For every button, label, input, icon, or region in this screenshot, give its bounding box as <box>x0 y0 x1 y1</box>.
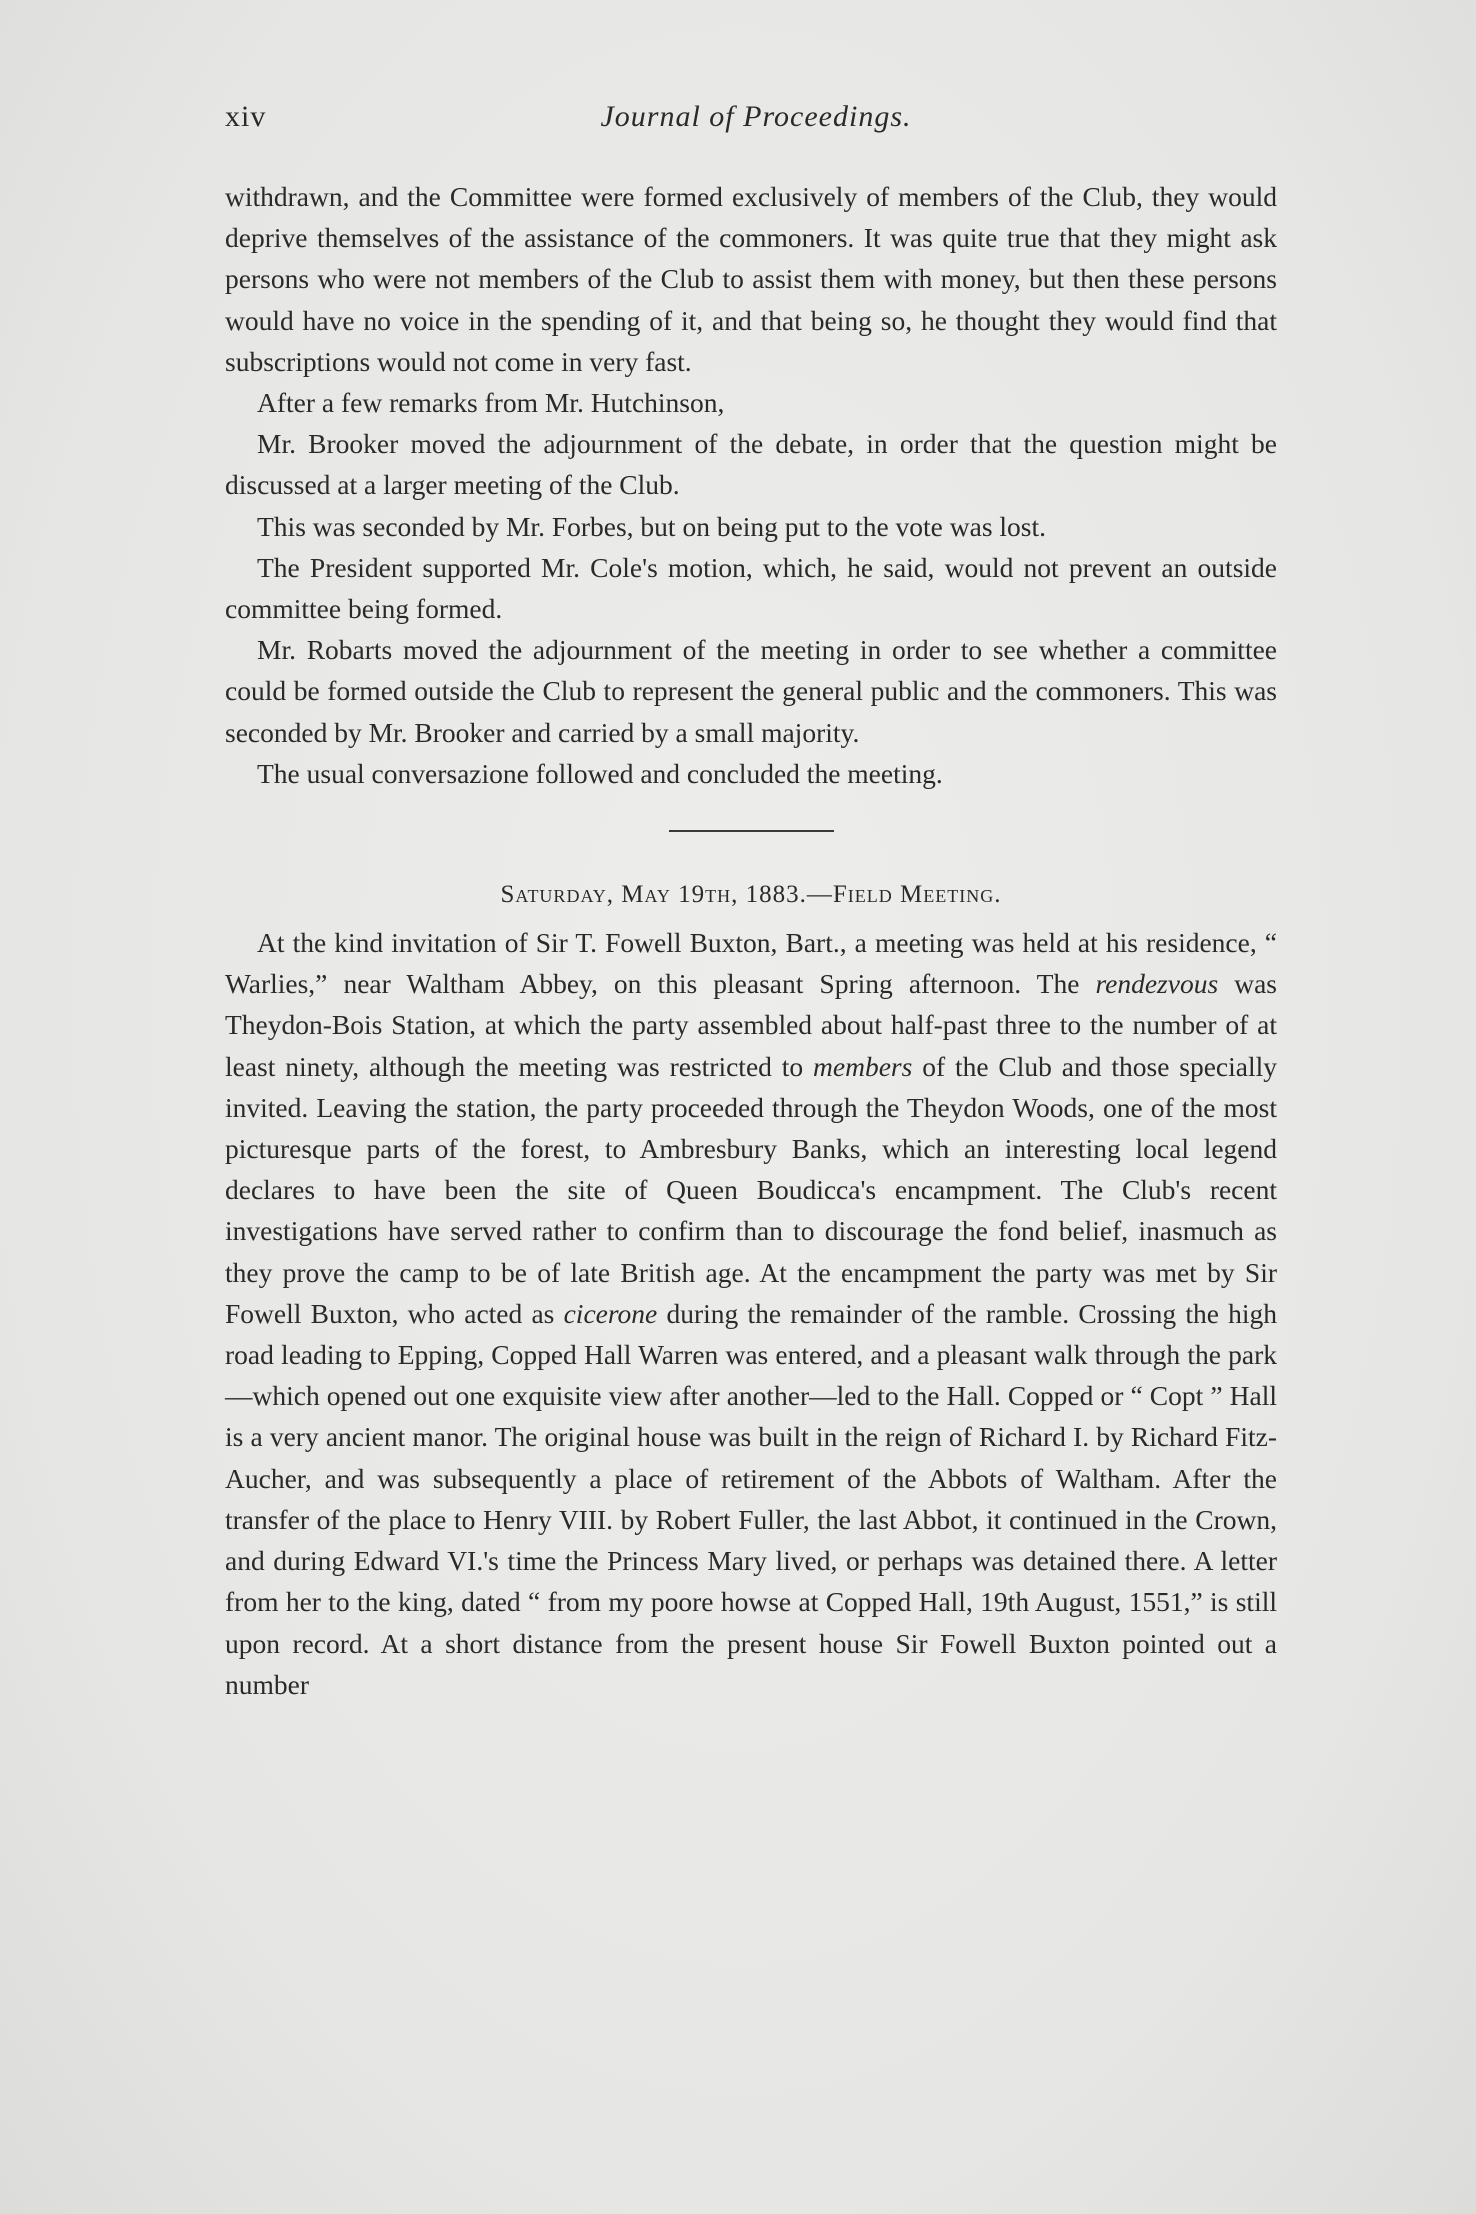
paragraph-continuation: withdrawn, and the Committee were formed exclusively of members of the Club, they would deprive themselves of the assistance of the commoners. It was quite true that they might ask persons who were not members of the Club to assist them with money, but then these persons would have no voice in the spending of it, and that being so, he thought they would find that subscriptions would not come in very fast. <box>225 181 1277 377</box>
italic-members: members <box>813 1050 913 1082</box>
page-header <box>225 100 1277 150</box>
italic-rendezvous: rendezvous <box>1095 968 1219 1000</box>
italic-cicerone: cicerone <box>563 1297 658 1329</box>
running-title: Journal of Proceedings. <box>600 100 912 133</box>
paragraph-conversazione: The usual conversazione followed and concluded the meeting. <box>257 757 943 789</box>
paragraph-robarts-motion: Mr. Robarts moved the adjournment of the meeting in order to see whether a committee could be formed outside the Club to represent the general public and the commoners. This was seconded by Mr. Brooker and carried by a small majority. <box>225 634 1277 748</box>
paragraph-hutchinson: After a few remarks from Mr. Hutchinson, <box>257 387 725 419</box>
section-heading <box>225 878 1277 912</box>
section-divider <box>669 830 834 832</box>
paragraph-field-meeting <box>225 922 1277 1705</box>
field-meeting-text-2: was Theydon-Bois Station, at which the party assembled about half-past three to the number of at least ninety, although the meeting was restricted to <box>225 968 1278 1082</box>
paragraph-brooker-motion: Mr. Brooker moved the adjournment of the debate, in order that the question might be discussed at a larger meeting of the Club. <box>225 428 1277 501</box>
field-meeting-text-1: At the kind invitation of Sir T. Fowell Buxton, Bart., a meeting was held at his residence, “ Warlies,” near Waltham Abbey, on this pleasant Spring afternoon. The <box>225 927 1277 1000</box>
page-number: xiv <box>225 100 267 133</box>
paragraph-president: The President supported Mr. Cole's motion, which, he said, would not prevent an outside committee being formed. <box>225 551 1277 625</box>
section-heading-text: Saturday, May 19th, 1883.—Field Meeting. <box>500 881 1002 909</box>
field-meeting-text-3: of the Club and those specially invited. Leaving the station, the party proceeded through the Theydon Woods, one of the most picturesque parts of the forest, to Ambresbury Banks, which an interesting local legend declares to have been the site of Queen Boudicca's encampment. The Club's recent investigations have served rather to confirm than to discourage the fond belief, inasmuch as they prove the camp to be of late British age. At the encampment the party was met by Sir Fowell Buxton, who acted as <box>225 1050 1278 1329</box>
body-text <box>225 176 1277 1705</box>
paragraph-forbes-seconded: This was seconded by Mr. Forbes, but on being put to the vote was lost. <box>257 510 1047 542</box>
field-meeting-text-4: during the remainder of the ramble. Crossing the high road leading to Epping, Copped Hall Warren was entered, and a pleasant walk through the park—which opened out one exquisite view after another—led to the Hall. Copped or “ Copt ” Hall is a very ancient manor. The original house was built in the reign of Richard I. by Richard Fitz-Aucher, and was subsequently a place of retirement of the Abbots of Waltham. After the transfer of the place to Henry VIII. by Robert Fuller, the last Abbot, it continued in the Crown, and during Edward VI.'s time the Princess Mary lived, or perhaps was detained there. A letter from her to the king, dated “ from my poore howse at Copped Hall, 19th August, 1551,” is still upon record. At a short distance from the present house Sir Fowell Buxton pointed out a number <box>225 1297 1278 1700</box>
